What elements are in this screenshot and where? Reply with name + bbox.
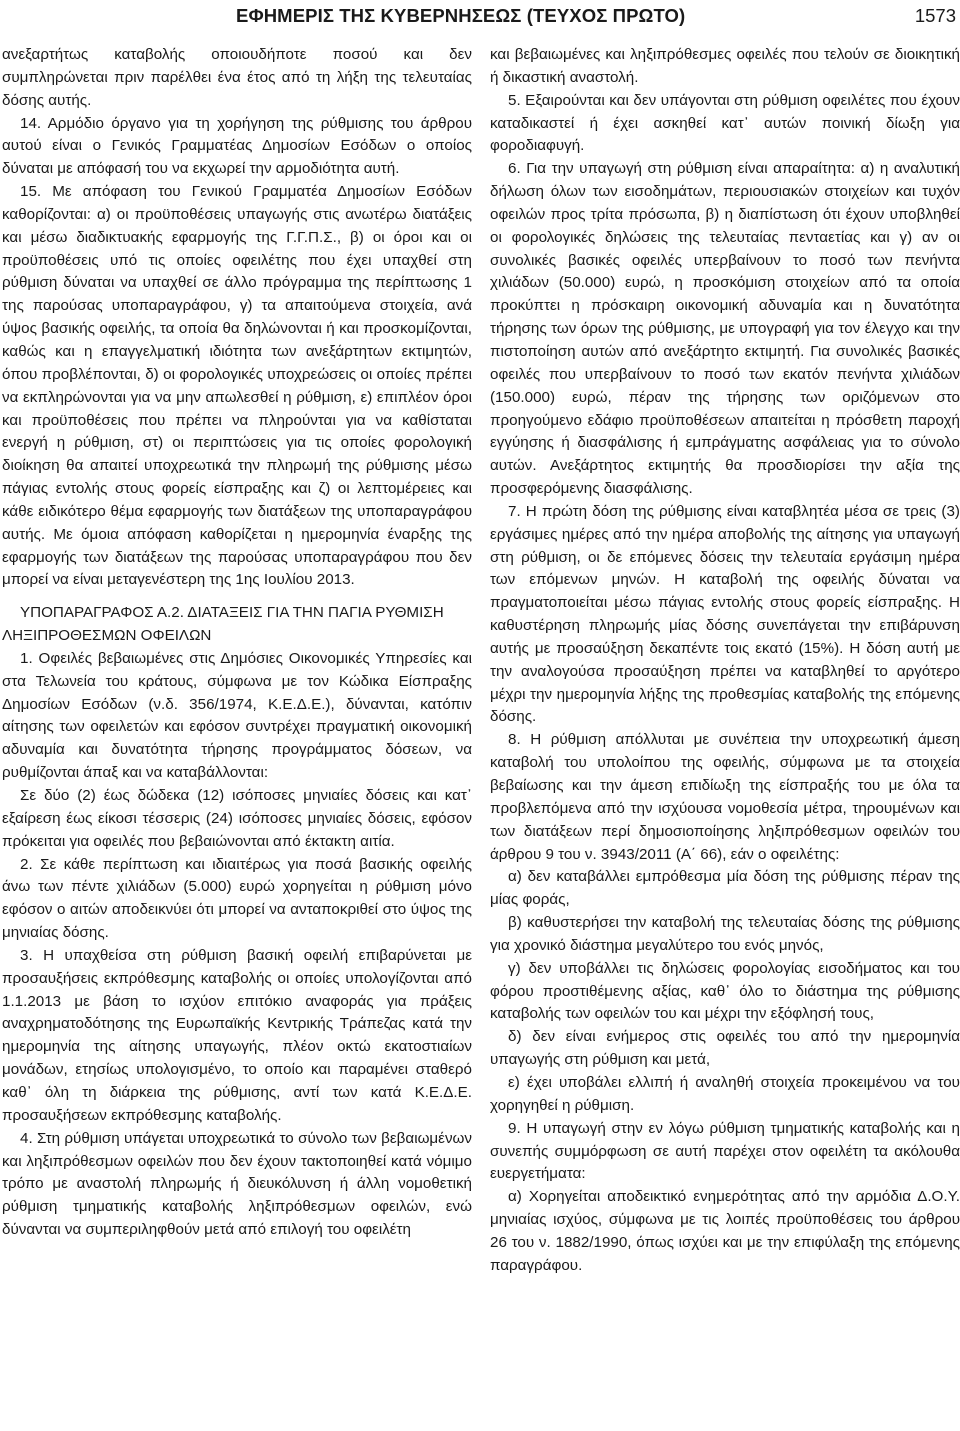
paragraph-8: 8. Η ρύθμιση απόλλυται με συνέπεια την υποχρεωτική άμεση καταβολή του υπολοίπου της οφειλής, σύμφωνα με τα στοιχεία βεβαίωσης και την άμεση επιδίωξη της είσπραξής του με όλα τα προβλεπόμενα από την ισχύουσα νομοθεσία μέτρα, τηρουμένων και των διατάξεων περί δημοσιοποίησης ληξιπρόθεσμων οφειλών του άρθρου 9 του ν. 3943/2011 (Α΄ 66), εάν ο οφειλέτης: — [490, 731, 960, 863]
subparagraph-heading: ΥΠΟΠΑΡΑΓΡΑΦΟΣ Α.2. ΔΙΑΤΑΞΕΙΣ ΓΙΑ ΤΗΝ ΠΑΓΙΑ ΡΥΘΜΙΣΗ ΛΗΞΙΠΡΟΘΕΣΜΩΝ ΟΦΕΙΛΩΝ — [2, 604, 444, 645]
right-column — [490, 44, 960, 1278]
paragraph-8-a: α) δεν καταβάλλει εμπρόθεσμα μία δόση της ρύθμισης πέραν της μίας φοράς, — [490, 868, 960, 909]
paragraph-continuation: και βεβαιωμένες και ληξιπρόθεσμες οφειλές που τελούν σε διοικητική ή δικαστική αναστολή. — [490, 46, 960, 86]
paragraph-8-b: β) καθυστερήσει την καταβολή της τελευταίας δόσης της ρύθμισης για χρονικό διάστημα μεγαλύτερο του ενός μηνός, — [490, 914, 960, 954]
paragraph-9-a: α) Χορηγείται αποδεικτικό ενημερότητας από την αρμόδια Δ.Ο.Υ. μηνιαίας ισχύος, σύμφωνα με τις λοιπές προϋποθέσεις του άρθρου 26 του ν. 1882/1990, όπως ισχύει και με την επιφύλαξη της επόμενης παραγράφου. — [490, 1188, 960, 1274]
paragraph-15: 15. Με απόφαση του Γενικού Γραμματέα Δημοσίων Εσόδων καθορίζονται: α) οι προϋποθέσεις υπαγωγής στις ανωτέρω διατάξεις και μέσω διαδικτυακής εφαρμογής της Γ.Γ.Π.Σ., β) οι όροι και οι προϋποθέσεις υπό τις οποίες οφειλέτης που έχει υπαχθεί στη ρύθμιση δύναται να υπαχθεί σε άλλο πρόγραμμα της περίπτωσης 1 της παρούσας υποπαραγράφου, γ) τα απαιτούμενα στοιχεία, ανά ύψος βασικής οφειλής, τα οποία θα δηλώνονται ή και προσκομίζονται, καθώς και η επαγγελματική ιδιότητα των ανεξάρτητων εκτιμητών, όπου προβλέπονται, δ) οι φορολογικές υποχρεώσεις οι οποίες πρέπει να εκπληρώνονται για να μην απωλεσθεί η ρύθμιση, ε) επιπλέον όροι και προϋποθέσεις που πρέπει να πληρούνται για να καθίσταται ενεργή η ρύθμιση, στ) οι περιπτώσεις για τις οποίες φορολογική διοίκηση θα απαιτεί υποχρεωτικά την πληρωμή της ρύθμισης μέσω πάγιας εντολής στους φορείς είσπραξης και ζ) οι λεπτομέρειες και κάθε ειδικότερο θέμα εφαρμογής των διατάξεων της υποπαραγράφου αυτής. Με όμοια απόφαση καθορίζεται η ημερομηνία έναρξης της εφαρμογής των διατάξεων της παρούσας υποπαραγράφου που δεν μπορεί να είναι μεταγενέστερη της 1ης Ιουλίου 2013. — [2, 183, 472, 589]
paragraph-8-e: ε) έχει υποβάλει ελλιπή ή αναληθή στοιχεία προκειμένου να του χορηγηθεί η ρύθμιση. — [490, 1073, 960, 1114]
paragraph-8-c: γ) δεν υποβάλλει τις δηλώσεις φορολογίας εισοδήματος και του φόρου προστιθέμενης αξίας, καθ᾽ όλο το διάστημα της ρύθμισης καταβολής των οφειλών του και μέχρι την εξόφλησή τους, — [490, 959, 960, 1023]
paragraph-4: 4. Στη ρύθμιση υπάγεται υποχρεωτικά το σύνολο των βεβαιωμένων και ληξιπρόθεσμων οφειλών που δεν έχουν τακτοποιηθεί κατά νόμιμο τρόπο με αναστολή πληρωμής ή διευκόλυνση ή άλλη νομοθετική ρύθμιση τμηματικής καταβολής ληξιπρόθεσμων οφειλών, ενώ δύνανται να συμπεριληφθούν μετά από επιλογή του οφειλέτη — [2, 1129, 472, 1239]
paragraph-1-installments: Σε δύο (2) έως δώδεκα (12) ισόποσες μηνιαίες δόσεις και κατ᾽ εξαίρεση έως είκοσι τέσσερις (24) ισόποσες μηνιαίες δόσεις, εφόσον πρόκειται για οφειλές που βεβαιώνονται από έκτακτη αιτία. — [2, 787, 472, 850]
paragraph-9: 9. Η υπαγωγή στην εν λόγω ρύθμιση τμηματικής καταβολής και η συνεπής συμμόρφωση σε αυτή παρέχει στον οφειλέτη τα ακόλουθα ευεργετήματα: — [490, 1119, 960, 1183]
left-column — [2, 44, 472, 1242]
page-header — [0, 0, 960, 36]
paragraph-7: 7. Η πρώτη δόση της ρύθμισης είναι καταβλητέα μέσα σε τρεις (3) εργάσιμες ημέρες από την ημέρα αποβολής της αίτησης για υπαγωγή στη ρύθμιση, οι δε επόμενες δόσεις την τελευταία εργάσιμη ημέρα των επόμενων μηνών. Η καταβολή της οφειλής δύναται να πραγματοποιείται μέσω πάγιας εντολής στους φορείς είσπραξης. Η καθυστέρηση πληρωμής μίας δόσης συνεπάγεται την επιβάρυνση αυτής με προσαύξηση δεκαπέντε τοις εκατό (15%). Η δόση αυτή με την αναλογούσα προσαύξηση πρέπει να καταβληθεί το αργότερο μέχρι την ημερομηνία λήξης της προθεσμίας καταβολής της επόμενης δόσης. — [490, 502, 960, 726]
page-number: 1573 — [914, 5, 956, 26]
paragraph-2: 2. Σε κάθε περίπτωση και ιδιαιτέρως για ποσά βασικής οφειλής άνω των πέντε χιλιάδων (5.000) ευρώ χορηγείται η ρύθμιση μόνο εφόσον ο αιτών αποδεικνύει ότι μπορεί να ανταποκριθεί στο ύψος της μηνιαίας δόσης. — [2, 855, 472, 942]
paragraph-5: 5. Εξαιρούνται και δεν υπάγονται στη ρύθμιση οφειλέτες που έχουν καταδικαστεί ή έχει ασκηθεί κατ᾽ αυτών ποινική δίωξη για φοροδιαφυγή. — [490, 91, 960, 155]
paragraph-14: 14. Αρμόδιο όργανο για τη χορήγηση της ρύθμισης του άρθρου αυτού είναι ο Γενικός Γραμματέας Δημοσίων Εσόδων ο οποίος δύναται με απόφασή του να εκχωρεί την αρμοδιότητα αυτή. — [2, 114, 472, 178]
gazette-title: ΕΦΗΜΕΡΙΣ ΤΗΣ ΚΥΒΕΡΝΗΣΕΩΣ (ΤΕΥΧΟΣ ΠΡΩΤΟ) — [236, 5, 686, 26]
paragraph-continuation: ανεξαρτήτως καταβολής οποιουδήποτε ποσού και δεν συμπληρώνεται πριν παρέλθει ένα έτος από τη λήξη της τελευταίας δόσης αυτής. — [2, 46, 472, 109]
paragraph-3: 3. Η υπαχθείσα στη ρύθμιση βασική οφειλή επιβαρύνεται με προσαυξήσεις εκπρόθεσμης καταβολής οι οποίες υπολογίζονται από 1.1.2013 με βάση το ισχύον επιτόκιο αναφοράς για πράξεις αναχρηματοδότησης της Ευρωπαϊκής Κεντρικής Τράπεζας κατά την ημερομηνία της αίτησης υπαγωγής, πλέον οκτώ εκατοστιαίων μονάδων, ετησίως υπολογισμένο, το οποίο και παραμένει σταθερό καθ᾽ όλη τη διάρκεια της ρύθμισης, αντί των κατά Κ.Ε.Δ.Ε. προσαυξήσεων εκπρόθεσμης καταβολής. — [2, 946, 472, 1124]
paragraph-6: 6. Για την υπαγωγή στη ρύθμιση είναι απαραίτητα: α) η αναλυτική δήλωση όλων των εισοδημάτων, περιουσιακών στοιχείων και τυχόν οφειλών προς τρίτα πρόσωπα, β) η διαπίστωση ότι έχουν υποβληθεί οι φορολογικές δηλώσεις της τελευταίας πενταετίας και γ) αν οι συνολικές βασικές οφειλές υπερβαίνουν το ποσό των πενήντα χιλιάδων (50.000) ευρώ, η προσκόμιση στοιχείων από τα οποία προκύπτει η πρόσκαιρη οικονομική αδυναμία και η δυνατότητα τήρησης των όρων της ρύθμισης, με υπογραφή για τον έλεγχο και την πιστοποίηση αυτών από ανεξάρτητο εκτιμητή. Για συνολικές βασικές οφειλές που υπερβαίνουν το ποσό των εκατόν πενήντα χιλιάδων (150.000) ευρώ, πέραν της τήρησης των οριζόμενων στο προηγούμενο εδάφιο προϋποθέσεων απαιτείται η πρόσθετη παροχή εγγύησης ή διασφάλισης ή εμπράγματης ασφάλειας για το σύνολο αυτών. Ανεξάρτητος εκτιμητής θα προσδιορίσει την αξία της προσφερόμενης διασφάλισης. — [490, 160, 960, 498]
paragraph-1: 1. Οφειλές βεβαιωμένες στις Δημόσιες Οικονομικές Υπηρεσίες και στα Τελωνεία του κράτους, σύμφωνα με τον Κώδικα Είσπραξης Δημοσίων Εσόδων (ν.δ. 356/1974, Κ.Ε.Δ.Ε.), δύνανται, κατόπιν αίτησης των οφειλετών και εφόσον συντρέχει πραγματική οικονομική αδυναμία και δυνατότητα τήρησης προγράμματος δόσεων, να ρυθμίζονται άπαξ και να καταβάλλονται: — [2, 649, 472, 782]
paragraph-8-d: δ) δεν είναι ενήμερος στις οφειλές του από την ημερομηνία υπαγωγής στη ρύθμιση και μετά, — [490, 1028, 960, 1069]
